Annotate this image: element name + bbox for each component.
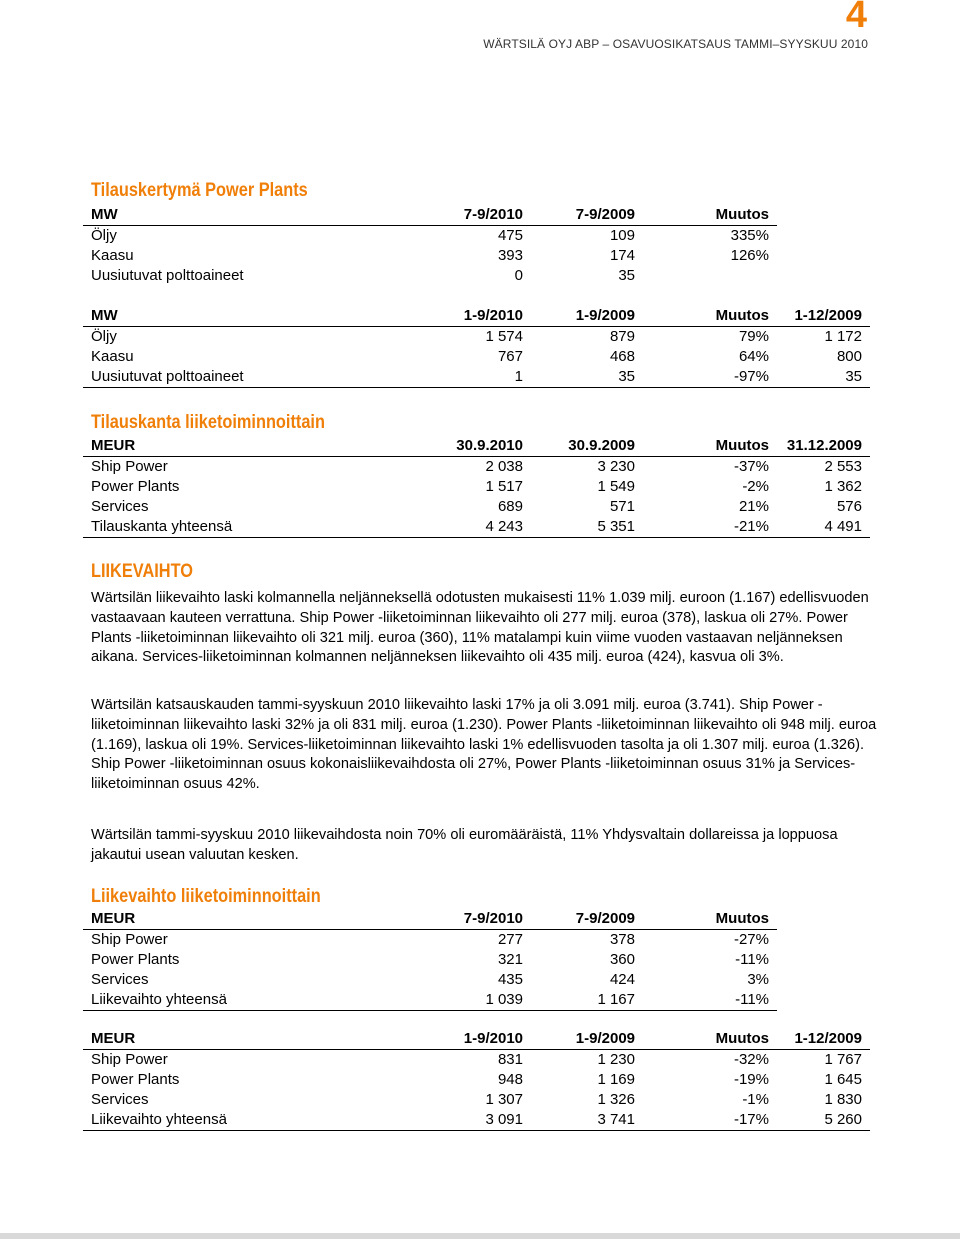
cell-value: 321 — [497, 951, 523, 968]
section-heading-net-sales-by-business: Liikevaihto liiketoiminnoittain — [91, 886, 321, 907]
cell-value: 21% — [738, 498, 769, 515]
cell-value: 800 — [836, 348, 862, 365]
cell-value: 1-9/2009 — [531, 306, 643, 327]
table-row — [83, 930, 777, 951]
cell-value: 424 — [609, 971, 635, 988]
cell-value: 5 351 — [531, 517, 643, 538]
row-label: MW — [83, 306, 373, 327]
table-row — [83, 1070, 870, 1090]
row-label: Ship Power — [91, 1051, 168, 1068]
cell-value: 378 — [609, 931, 635, 948]
cell-value: 7-9/2010 — [373, 909, 531, 930]
cell-value: 335% — [730, 227, 769, 244]
cell-value: 2 038 — [485, 458, 523, 475]
cell-value: 2 553 — [824, 458, 862, 475]
table-row — [83, 1090, 870, 1110]
cell-value: 3% — [747, 971, 769, 988]
page-number: 4 — [845, 0, 867, 36]
cell-value: 475 — [497, 227, 523, 244]
row-label: Liikevaihto yhteensä — [83, 990, 373, 1011]
table-row — [83, 327, 870, 348]
row-label: Kaasu — [91, 348, 134, 365]
table-row — [83, 990, 777, 1011]
order-book-table — [83, 436, 870, 538]
table-header-row — [83, 1029, 870, 1050]
net-sales-paragraph-3: Wärtsilän tammi-syyskuu 2010 liikevaihdosta noin 70% oli euromääräistä, 11% Yhdysvaltain dollareissa ja loppuosa jakautui usean valuutan kesken. — [91, 827, 838, 863]
cell-value: -97% — [643, 367, 777, 388]
table-row — [83, 1110, 870, 1131]
table-row — [83, 1050, 870, 1071]
section-heading-order-book: Tilauskanta liiketoiminnoittain — [91, 412, 325, 433]
cell-value: 393 — [497, 247, 523, 264]
cell-value: Muutos — [643, 436, 777, 457]
cell-value: 435 — [497, 971, 523, 988]
power-plants-quarter-table — [83, 205, 777, 286]
cell-value: 1-12/2009 — [777, 1029, 870, 1050]
cell-value: 4 243 — [373, 517, 531, 538]
row-label: Ship Power — [91, 931, 168, 948]
table-row — [83, 367, 870, 388]
cell-value: 767 — [497, 348, 523, 365]
row-label: Power Plants — [91, 1071, 180, 1088]
cell-value: -37% — [733, 458, 769, 475]
cell-value: 1-12/2009 — [777, 306, 870, 327]
cell-value: 5 260 — [777, 1110, 870, 1131]
cell-value: -1% — [742, 1091, 769, 1108]
row-label: Services — [91, 1091, 149, 1108]
cell-value: 3 091 — [373, 1110, 531, 1131]
cell-value: 4 491 — [777, 517, 870, 538]
cell-value: 0 — [514, 267, 523, 284]
cell-value: 1 230 — [597, 1051, 635, 1068]
cell-value: Muutos — [643, 306, 777, 327]
cell-value — [643, 266, 777, 286]
cell-value: 126% — [730, 247, 769, 264]
row-label: Uusiutuvat polttoaineet — [83, 367, 373, 388]
cell-value: 831 — [497, 1051, 523, 1068]
row-label: MW — [83, 205, 373, 226]
row-label: MEUR — [83, 909, 373, 930]
cell-value: 35 — [777, 367, 870, 388]
table-header-row — [83, 306, 870, 327]
net-sales-quarter-table — [83, 909, 777, 1011]
row-label: Öljy — [91, 328, 117, 345]
cell-value: 30.9.2010 — [373, 436, 531, 457]
row-label: Services — [91, 498, 149, 515]
cell-value: -2% — [742, 478, 769, 495]
cell-value: -11% — [643, 990, 777, 1011]
row-label: MEUR — [83, 1029, 373, 1050]
cell-value: 1 169 — [597, 1071, 635, 1088]
cell-value: 1 830 — [824, 1091, 862, 1108]
cell-value: -17% — [643, 1110, 777, 1131]
cell-value: 1 326 — [597, 1091, 635, 1108]
section-heading-net-sales: LIIKEVAIHTO — [91, 561, 193, 582]
row-label: Tilauskanta yhteensä — [83, 517, 373, 538]
cell-value: 879 — [609, 328, 635, 345]
row-label: Uusiutuvat polttoaineet — [91, 267, 244, 284]
table-row — [83, 246, 777, 266]
row-label: Services — [91, 971, 149, 988]
cell-value: Muutos — [643, 1029, 777, 1050]
table-row — [83, 517, 870, 538]
cell-value: 1-9/2010 — [373, 306, 531, 327]
cell-value: 1 549 — [597, 478, 635, 495]
cell-value: 1 172 — [824, 328, 862, 345]
cell-value: 360 — [609, 951, 635, 968]
table-row — [83, 950, 777, 970]
table-header-row — [83, 205, 777, 226]
cell-value: 31.12.2009 — [777, 436, 870, 457]
cell-value: 79% — [738, 328, 769, 345]
cell-value: 7-9/2009 — [531, 909, 643, 930]
table-row — [83, 266, 777, 286]
cell-value: 1 517 — [485, 478, 523, 495]
cell-value: 1 362 — [824, 478, 862, 495]
footer-rule — [0, 1233, 960, 1239]
cell-value: Muutos — [643, 909, 777, 930]
cell-value: 3 741 — [531, 1110, 643, 1131]
cell-value: 576 — [836, 498, 862, 515]
row-label: Öljy — [91, 227, 117, 244]
cell-value: 174 — [609, 247, 635, 264]
table-header-row — [83, 909, 777, 930]
cell-value: 3 230 — [597, 458, 635, 475]
cell-value: -27% — [733, 931, 769, 948]
cell-value: 277 — [497, 931, 523, 948]
table-row — [83, 457, 870, 478]
row-label: Kaasu — [91, 247, 134, 264]
cell-value: Muutos — [643, 205, 777, 226]
cell-value: 1 574 — [485, 328, 523, 345]
section-heading-power-plants-orders: Tilauskertymä Power Plants — [91, 180, 308, 201]
cell-value: 109 — [609, 227, 635, 244]
cell-value: 1 — [373, 367, 531, 388]
cell-value: 35 — [618, 267, 635, 284]
cell-value: 64% — [738, 348, 769, 365]
power-plants-ytd-table — [83, 306, 870, 388]
cell-value: 1 167 — [531, 990, 643, 1011]
table-row — [83, 226, 777, 247]
cell-value: 7-9/2009 — [531, 205, 643, 226]
row-label: Power Plants — [91, 478, 180, 495]
cell-value: -11% — [735, 951, 769, 968]
cell-value: 1-9/2009 — [531, 1029, 643, 1050]
table-row — [83, 497, 870, 517]
cell-value: 1 645 — [824, 1071, 862, 1088]
cell-value: 7-9/2010 — [373, 205, 531, 226]
table-row — [83, 347, 870, 367]
row-label: Ship Power — [91, 458, 168, 475]
net-sales-ytd-table — [83, 1029, 870, 1131]
cell-value: 35 — [531, 367, 643, 388]
table-header-row — [83, 436, 870, 457]
cell-value: -32% — [733, 1051, 769, 1068]
cell-value: 1 767 — [824, 1051, 862, 1068]
table-row — [83, 477, 870, 497]
cell-value: 1-9/2010 — [373, 1029, 531, 1050]
cell-value: 1 307 — [485, 1091, 523, 1108]
cell-value: 571 — [609, 498, 635, 515]
cell-value: 1 039 — [373, 990, 531, 1011]
cell-value: -19% — [733, 1071, 769, 1088]
net-sales-paragraph-2: Wärtsilän katsauskauden tammi-syyskuun 2010 liikevaihto laski 17% ja oli 3.091 milj. euroa (3.741). Ship Power -liiketoiminnan liikevaihto laski 32% ja oli 831 milj. euroa (1.230). Power Plants -liiketoiminnan liikevaihto oli 948 milj. euroa (1.169), laskua oli 19%. Services-liiketoiminnan liikevaihto laski 1% edellisvuoden tasolta ja oli 1.307 milj. euroa (1.326). Ship Power -liiketoiminnan osuus kokonaisliikevaihdosta oli 27%, Power Plants -liiketoiminnan osuus 31% ja Services-liiketoiminnan osuus 42%. — [91, 697, 877, 793]
row-label: Power Plants — [91, 951, 180, 968]
row-label: Liikevaihto yhteensä — [83, 1110, 373, 1131]
cell-value: 948 — [497, 1071, 523, 1088]
cell-value: 30.9.2009 — [531, 436, 643, 457]
row-label: MEUR — [83, 436, 373, 457]
cell-value: 468 — [609, 348, 635, 365]
cell-value: -21% — [643, 517, 777, 538]
cell-value: 689 — [497, 498, 523, 515]
running-title: WÄRTSILÄ OYJ ABP – OSAVUOSIKATSAUS TAMMI–SYYSKUU 2010 — [483, 37, 868, 51]
table-row — [83, 970, 777, 990]
net-sales-paragraph-1: Wärtsilän liikevaihto laski kolmannella neljänneksellä odotusten mukaisesti 11% 1.039 milj. euroon (1.167) edellisvuoden vastaavaan kauteen verrattuna. Ship Power -liiketoiminnan liikevaihto oli 277 milj. euroa (378), laskua oli 27%. Power Plants -liiketoiminnan liikevaihto oli 321 milj. euroa (360), 11% matalampi kuin viime vuoden vastaavan neljänneksen aikana. Services-liiketoiminnan kolmannen neljänneksen liikevaihto oli 435 milj. euroa (424), kasvua oli 3%. — [91, 590, 869, 666]
